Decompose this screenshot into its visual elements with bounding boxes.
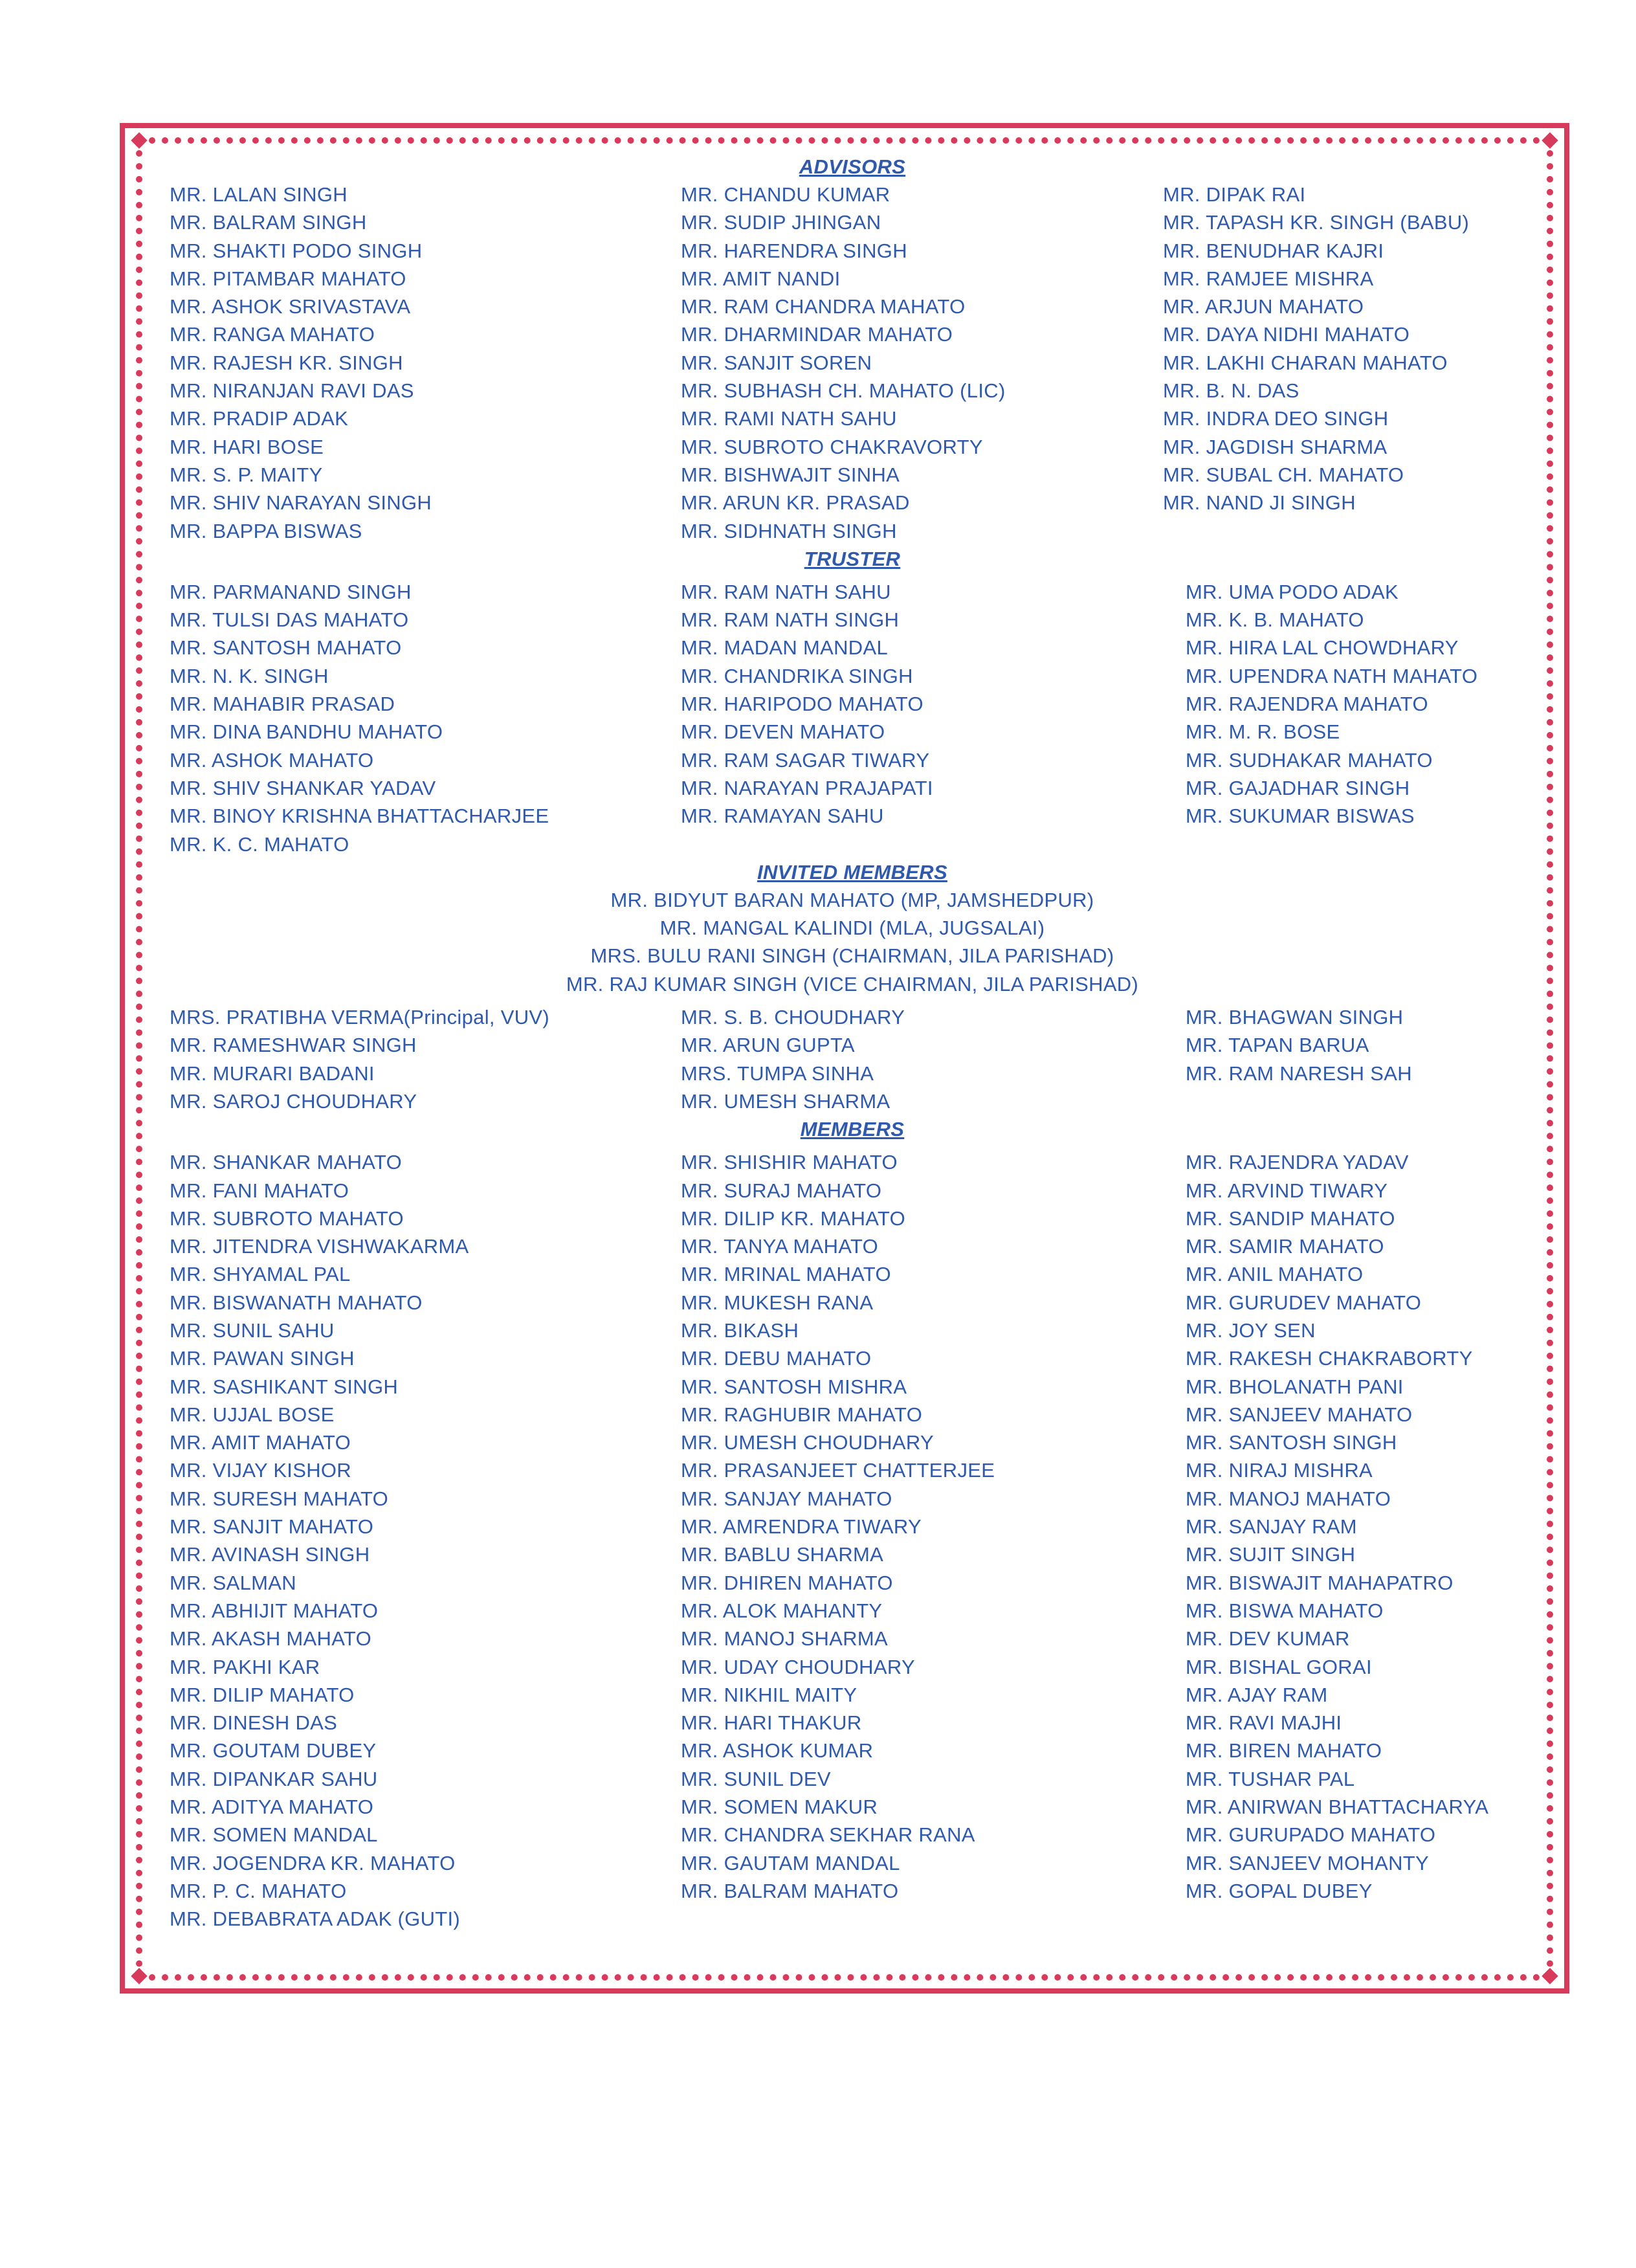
member-name: MR. SUBHASH CH. MAHATO (LIC): [681, 379, 1006, 403]
member-name: MR. SHIV NARAYAN SINGH: [170, 491, 432, 515]
member-name: MR. DIPANKAR SAHU: [170, 1767, 378, 1790]
member-name: MR. RAM NARESH SAH: [1186, 1062, 1412, 1085]
member-name: MR. BISHAL GORAI: [1186, 1655, 1372, 1678]
truster-section: [170, 578, 1535, 858]
member-name: MR. BIKASH: [681, 1318, 799, 1342]
member-name: MR. RAVI MAJHI: [1186, 1711, 1342, 1735]
member-name: MR. MANOJ SHARMA: [681, 1627, 888, 1651]
member-name: MR. SHAKTI PODO SINGH: [170, 239, 423, 262]
invited-members-section: [170, 1003, 1535, 1115]
member-name: MR. BISWANATH MAHATO: [170, 1291, 423, 1314]
member-name: MR. NARAYAN PRAJAPATI: [681, 776, 933, 799]
member-name: MR. DEBABRATA ADAK (GUTI): [170, 1907, 461, 1931]
member-name: MR. DILIP KR. MAHATO: [681, 1206, 906, 1230]
member-name: MR. SUKUMAR BISWAS: [1186, 805, 1415, 828]
member-name: MR. ARUN GUPTA: [681, 1034, 855, 1057]
member-name: MR. HARENDRA SINGH: [681, 239, 907, 262]
member-name: MR. DEV KUMAR: [1186, 1627, 1350, 1651]
member-name: MR. ABHIJIT MAHATO: [170, 1599, 379, 1622]
member-name: MR. HARI BOSE: [170, 435, 324, 458]
member-name: MR. ARUN KR. PRASAD: [681, 491, 910, 515]
member-name: MR. SURESH MAHATO: [170, 1487, 389, 1510]
member-name: MR. SANJIT SOREN: [681, 351, 872, 374]
member-name: MR. BISHWAJIT SINHA: [681, 463, 900, 486]
member-name: MR. TAPAN BARUA: [1186, 1034, 1369, 1057]
member-name: MR. DILIP MAHATO: [170, 1683, 355, 1706]
member-name: MR. HARI THAKUR: [681, 1711, 862, 1735]
member-name: MR. SUJIT SINGH: [1186, 1543, 1356, 1566]
member-name: MRS. TUMPA SINHA: [681, 1062, 874, 1085]
member-name: MR. SANTOSH MISHRA: [681, 1375, 907, 1398]
member-name: MR. BALRAM SINGH: [170, 211, 367, 234]
member-name: MR. NAND JI SINGH: [1163, 491, 1356, 515]
member-name: MR. RAM NATH SINGH: [681, 608, 900, 632]
invited-col-2: [681, 1003, 1163, 1115]
member-name: MR. BABLU SHARMA: [681, 1543, 884, 1566]
member-name: MR. BISWAJIT MAHAPATRO: [1186, 1571, 1454, 1594]
member-name: MR. CHANDRA SEKHAR RANA: [681, 1823, 975, 1847]
member-name: MR. SASHIKANT SINGH: [170, 1375, 399, 1398]
member-name: MR. AMRENDRA TIWARY: [681, 1515, 922, 1539]
advisors-col-3: [1163, 181, 1535, 545]
advisors-col-1: [170, 181, 681, 545]
member-name: MR. DEBU MAHATO: [681, 1347, 872, 1370]
member-name: MR. P. C. MAHATO: [170, 1879, 347, 1902]
member-name: MR. ASHOK MAHATO: [170, 748, 374, 772]
member-name: MR. SURAJ MAHATO: [681, 1179, 882, 1202]
member-name: MR. DINA BANDHU MAHATO: [170, 720, 443, 744]
member-name: MR. SUDHAKAR MAHATO: [1186, 748, 1433, 772]
member-name: MR. RAM SAGAR TIWARY: [681, 748, 930, 772]
member-name: MR. DHIREN MAHATO: [681, 1571, 893, 1594]
member-name: MR. AKASH MAHATO: [170, 1627, 371, 1651]
member-name: MR. RAMAYAN SAHU: [681, 805, 884, 828]
member-name: MR. FANI MAHATO: [170, 1179, 349, 1202]
member-name: MR. SUBROTO CHAKRAVORTY: [681, 435, 983, 458]
member-name: MR. S. P. MAITY: [170, 463, 323, 486]
member-name: MR. K. B. MAHATO: [1186, 608, 1364, 632]
member-name: MR. BHOLANATH PANI: [1186, 1375, 1404, 1398]
member-name: MR. RAMI NATH SAHU: [681, 407, 897, 430]
member-name: MR. ASHOK KUMAR: [681, 1739, 874, 1762]
member-name: MR. INDRA DEO SINGH: [1163, 407, 1389, 430]
member-name: MR. GOUTAM DUBEY: [170, 1739, 377, 1762]
member-name: MR. CHANDRIKA SINGH: [681, 664, 913, 687]
member-name: MR. RAJENDRA YADAV: [1186, 1151, 1409, 1174]
member-name: MR. RAJENDRA MAHATO: [1186, 693, 1428, 716]
member-name: MR. SIDHNATH SINGH: [681, 519, 897, 542]
invited-col-3: [1163, 1003, 1535, 1115]
members-col-1: [170, 1148, 681, 1933]
member-name: MR. MUKESH RANA: [681, 1291, 874, 1314]
member-name: MR. DIPAK RAI: [1163, 183, 1306, 206]
member-name: MR. SANDIP MAHATO: [1186, 1206, 1395, 1230]
member-name: MR. SOMEN MAKUR: [681, 1796, 878, 1819]
member-name: MR. PAWAN SINGH: [170, 1347, 355, 1370]
member-name: MR. UMESH SHARMA: [681, 1089, 890, 1113]
member-name: MR. SUDIP JHINGAN: [681, 211, 881, 234]
invited-members-title: INVITED MEMBERS: [757, 860, 947, 884]
member-name: MR. DHARMINDAR MAHATO: [681, 323, 953, 346]
members-title: MEMBERS: [800, 1118, 905, 1141]
member-name: MR. MANGAL KALINDI (MLA, JUGSALAI): [659, 917, 1045, 940]
member-name: MR. ARVIND TIWARY: [1186, 1179, 1388, 1202]
member-name: MR. GURUDEV MAHATO: [1186, 1291, 1422, 1314]
member-name: MR. JOGENDRA KR. MAHATO: [170, 1851, 456, 1874]
member-name: MR. BINOY KRISHNA BHATTACHARJEE: [170, 805, 549, 828]
member-name: MR. JITENDRA VISHWAKARMA: [170, 1235, 469, 1258]
member-name: MR. ANIL MAHATO: [1186, 1263, 1364, 1286]
member-name: MR. RAKESH CHAKRABORTY: [1186, 1347, 1473, 1370]
member-name: MR. VIJAY KISHOR: [170, 1459, 351, 1482]
member-name: MR. BIREN MAHATO: [1186, 1739, 1382, 1762]
member-name: MR. SANJAY RAM: [1186, 1515, 1357, 1539]
member-name: MR. AVINASH SINGH: [170, 1543, 370, 1566]
members-col-3: [1163, 1148, 1535, 1933]
member-name: MR. RAM NATH SAHU: [681, 580, 891, 603]
member-name: MR. SANTOSH SINGH: [1186, 1431, 1397, 1454]
member-name: MR. RAM CHANDRA MAHATO: [681, 295, 966, 318]
member-name: MR. GURUPADO MAHATO: [1186, 1823, 1436, 1847]
member-name: MR. DAYA NIDHI MAHATO: [1163, 323, 1410, 346]
member-name: MR. PAKHI KAR: [170, 1655, 320, 1678]
member-name: MR. SANTOSH MAHATO: [170, 636, 402, 660]
member-name: MR. NIKHIL MAITY: [681, 1683, 857, 1706]
member-name: MR. NIRANJAN RAVI DAS: [170, 379, 414, 403]
member-name: MR. SANJEEV MOHANTY: [1186, 1851, 1430, 1874]
member-name: MR. MAHABIR PRASAD: [170, 693, 395, 716]
truster-col-3: [1163, 578, 1535, 858]
member-name: MR. B. N. DAS: [1163, 379, 1299, 403]
member-name: MR. BENUDHAR KAJRI: [1163, 239, 1384, 262]
member-name: MR. SANJIT MAHATO: [170, 1515, 374, 1539]
member-name: MR. SHYAMAL PAL: [170, 1263, 351, 1286]
member-name: MR. DINESH DAS: [170, 1711, 338, 1735]
member-name: MR. GAJADHAR SINGH: [1186, 776, 1410, 799]
member-name: MR. MADAN MANDAL: [681, 636, 888, 660]
member-name: MR. ARJUN MAHATO: [1163, 295, 1364, 318]
member-name: MR. SHANKAR MAHATO: [170, 1151, 403, 1174]
truster-col-2: [681, 578, 1163, 858]
member-name: MR. SHIV SHANKAR YADAV: [170, 776, 436, 799]
member-name: MR. JOY SEN: [1186, 1318, 1316, 1342]
member-name: MRS. PRATIBHA VERMA(Principal, VUV): [170, 1006, 549, 1029]
member-name: MR. UPENDRA NATH MAHATO: [1186, 664, 1478, 687]
member-name: MR. SUBAL CH. MAHATO: [1163, 463, 1404, 486]
member-name: MR. SUNIL DEV: [681, 1767, 831, 1790]
member-name: MR. UMESH CHOUDHARY: [681, 1431, 934, 1454]
member-name: MR. TULSI DAS MAHATO: [170, 608, 409, 632]
member-name: MR. SAMIR MAHATO: [1186, 1235, 1384, 1258]
member-name: MR. MURARI BADANI: [170, 1062, 375, 1085]
member-name: MR. RAMESHWAR SINGH: [170, 1034, 417, 1057]
member-name: MR. TANYA MAHATO: [681, 1235, 879, 1258]
advisors-section: [170, 181, 1535, 545]
member-name: MR. AMIT NANDI: [681, 267, 841, 290]
member-name: MR. SUBROTO MAHATO: [170, 1206, 404, 1230]
truster-title: TRUSTER: [804, 547, 901, 570]
committee-list: [170, 153, 1535, 1933]
member-name: MR. BHAGWAN SINGH: [1186, 1006, 1404, 1029]
member-name: MR. MRINAL MAHATO: [681, 1263, 891, 1286]
member-name: MR. PITAMBAR MAHATO: [170, 267, 406, 290]
member-name: MR. M. R. BOSE: [1186, 720, 1340, 744]
member-name: MR. TUSHAR PAL: [1186, 1767, 1355, 1790]
member-name: MR. SANJEEV MAHATO: [1186, 1403, 1413, 1426]
member-name: MR. PRASANJEET CHATTERJEE: [681, 1459, 995, 1482]
member-name: MR. SOMEN MANDAL: [170, 1823, 378, 1847]
member-name: MR. BAPPA BISWAS: [170, 519, 362, 542]
truster-col-1: [170, 578, 681, 858]
member-name: MR. RAJESH KR. SINGH: [170, 351, 403, 374]
member-name: MR. GOPAL DUBEY: [1186, 1879, 1373, 1902]
member-name: MR. AMIT MAHATO: [170, 1431, 351, 1454]
member-name: MR. HARIPODO MAHATO: [681, 693, 923, 716]
member-name: MR. S. B. CHOUDHARY: [681, 1006, 905, 1029]
member-name: MR. ASHOK SRIVASTAVA: [170, 295, 411, 318]
member-name: MR. LAKHI CHARAN MAHATO: [1163, 351, 1448, 374]
member-name: MR. BIDYUT BARAN MAHATO (MP, JAMSHEDPUR): [610, 888, 1094, 911]
member-name: MR. K. C. MAHATO: [170, 832, 349, 856]
member-name: MR. PARMANAND SINGH: [170, 580, 412, 603]
member-name: MR. UMA PODO ADAK: [1186, 580, 1398, 603]
member-name: MR. SANJAY MAHATO: [681, 1487, 892, 1510]
member-name: MR. GAUTAM MANDAL: [681, 1851, 900, 1874]
member-name: MR. PRADIP ADAK: [170, 407, 349, 430]
advisors-col-2: [681, 181, 1163, 545]
member-name: MR. SAROJ CHOUDHARY: [170, 1089, 417, 1113]
member-name: MR. SHISHIR MAHATO: [681, 1151, 898, 1174]
member-name: MR. TAPASH KR. SINGH (BABU): [1163, 211, 1470, 234]
member-name: MR. UDAY CHOUDHARY: [681, 1655, 915, 1678]
members-section: [170, 1148, 1535, 1933]
member-name: MR. N. K. SINGH: [170, 664, 329, 687]
member-name: MR. MANOJ MAHATO: [1186, 1487, 1391, 1510]
member-name: MR. SALMAN: [170, 1571, 296, 1594]
member-name: MR. NIRAJ MISHRA: [1186, 1459, 1373, 1482]
member-name: MR. JAGDISH SHARMA: [1163, 435, 1387, 458]
member-name: MR. BALRAM MAHATO: [681, 1879, 899, 1902]
member-name: MRS. BULU RANI SINGH (CHAIRMAN, JILA PARISHAD): [590, 944, 1114, 968]
member-name: MR. LALAN SINGH: [170, 183, 348, 206]
member-name: MR. RAGHUBIR MAHATO: [681, 1403, 923, 1426]
member-name: MR. BISWA MAHATO: [1186, 1599, 1384, 1622]
member-name: MR. DEVEN MAHATO: [681, 720, 885, 744]
advisors-title: ADVISORS: [799, 155, 906, 178]
invited-members-centered: [170, 886, 1535, 998]
member-name: MR. ALOK MAHANTY: [681, 1599, 883, 1622]
invited-col-1: [170, 1003, 681, 1115]
member-name: MR. SUNIL SAHU: [170, 1318, 335, 1342]
member-name: MR. HIRA LAL CHOWDHARY: [1186, 636, 1459, 660]
member-name: MR. RANGA MAHATO: [170, 323, 375, 346]
member-name: MR. ADITYA MAHATO: [170, 1796, 374, 1819]
member-name: MR. CHANDU KUMAR: [681, 183, 890, 206]
member-name: MR. RAMJEE MISHRA: [1163, 267, 1374, 290]
member-name: MR. ANIRWAN BHATTACHARYA: [1186, 1796, 1489, 1819]
member-name: MR. RAJ KUMAR SINGH (VICE CHAIRMAN, JILA PARISHAD): [566, 972, 1139, 995]
member-name: MR. AJAY RAM: [1186, 1683, 1328, 1706]
members-col-2: [681, 1148, 1163, 1933]
member-name: MR. UJJAL BOSE: [170, 1403, 335, 1426]
